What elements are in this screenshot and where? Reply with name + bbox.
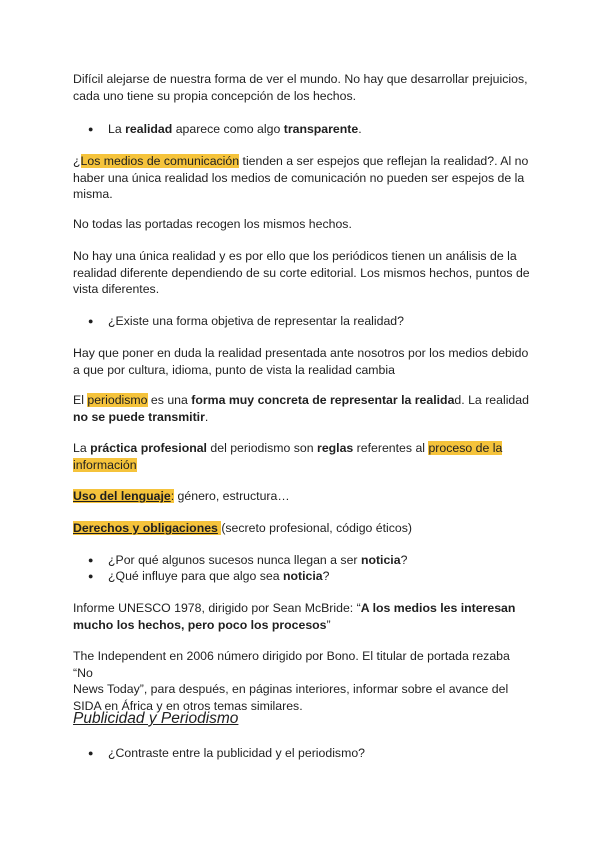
paragraph-periodismo: El periodismo es una forma muy concreta de representar la realidad. La realidad no se puede transmitir.: [73, 393, 529, 424]
section-heading: Publicidad y Periodismo: [73, 710, 239, 727]
text-line: cada uno tiene su propia concepción de los hechos.: [73, 88, 357, 103]
bullet-icon: ●: [88, 748, 94, 758]
highlight-periodismo: periodismo: [87, 393, 148, 407]
paragraph-duda: Hay que poner en duda la realidad presentada ante nosotros por los medios debido a que por cultura, idioma, punto de vista la realidad cambia: [73, 346, 529, 377]
highlight-uso-lenguaje: Uso del lenguaje: [73, 489, 171, 503]
highlight-derechos: Derechos y obligaciones: [73, 521, 218, 535]
bullet-icon: ●: [88, 571, 94, 581]
paragraph-derechos: Derechos y obligaciones (secreto profesional, código éticos): [73, 521, 413, 535]
bullet-icon: ●: [88, 555, 94, 565]
bullet-text: ¿Contraste entre la publicidad y el periodismo?: [108, 746, 366, 760]
bullet-text: ¿Existe una forma objetiva de representar la realidad?: [108, 314, 404, 328]
highlight-informacion: información: [73, 457, 137, 472]
paragraph-mirror: ¿Los medios de comunicación tienden a ser espejos que reflejan la realidad?. Al no haber una única realidad los medios de comunicación no pueden ser espejos de la misma.: [73, 154, 529, 201]
highlight-medios: Los medios de comunicación: [80, 154, 240, 168]
bullet-text: ¿Por qué algunos sucesos nunca llegan a ser noticia?: [108, 553, 408, 567]
text-line: Difícil alejarse de nuestra forma de ver el mundo. No hay que desarrollar prejuicios,: [73, 72, 528, 86]
bullet-text: ¿Qué influye para que algo sea noticia?: [108, 569, 330, 583]
paragraph-practica: La práctica profesional del periodismo son reglas referentes al proceso de la información: [73, 441, 503, 472]
paragraph-portadas: No todas las portadas recogen los mismos hechos.: [73, 217, 352, 231]
highlight-proceso: proceso de la: [428, 441, 503, 455]
paragraph-unesco: Informe UNESCO 1978, dirigido por Sean McBride: “A los medios les interesan mucho los hechos, pero poco los procesos”: [73, 601, 516, 632]
bullet-text: La realidad aparece como algo transparente.: [108, 122, 362, 136]
paragraph-realidad: No hay una única realidad y es por ello que los periódicos tienen un análisis de la realidad diferente dependiendo de su corte editorial. Los mismos hechos, puntos de vista diferentes.: [73, 249, 530, 296]
paragraph-lenguaje: Uso del lenguaje: género, estructura…: [73, 489, 290, 503]
bullet-icon: ●: [88, 316, 94, 326]
bullet-icon: ●: [88, 124, 94, 134]
paragraph-independent: The Independent en 2006 número dirigido por Bono. El titular de portada rezaba “No News Today”, para después, en páginas interiores, informar sobre el avance del SIDA en África y en otros temas similares.: [73, 649, 510, 713]
paragraph-intro: [73, 71, 533, 104]
